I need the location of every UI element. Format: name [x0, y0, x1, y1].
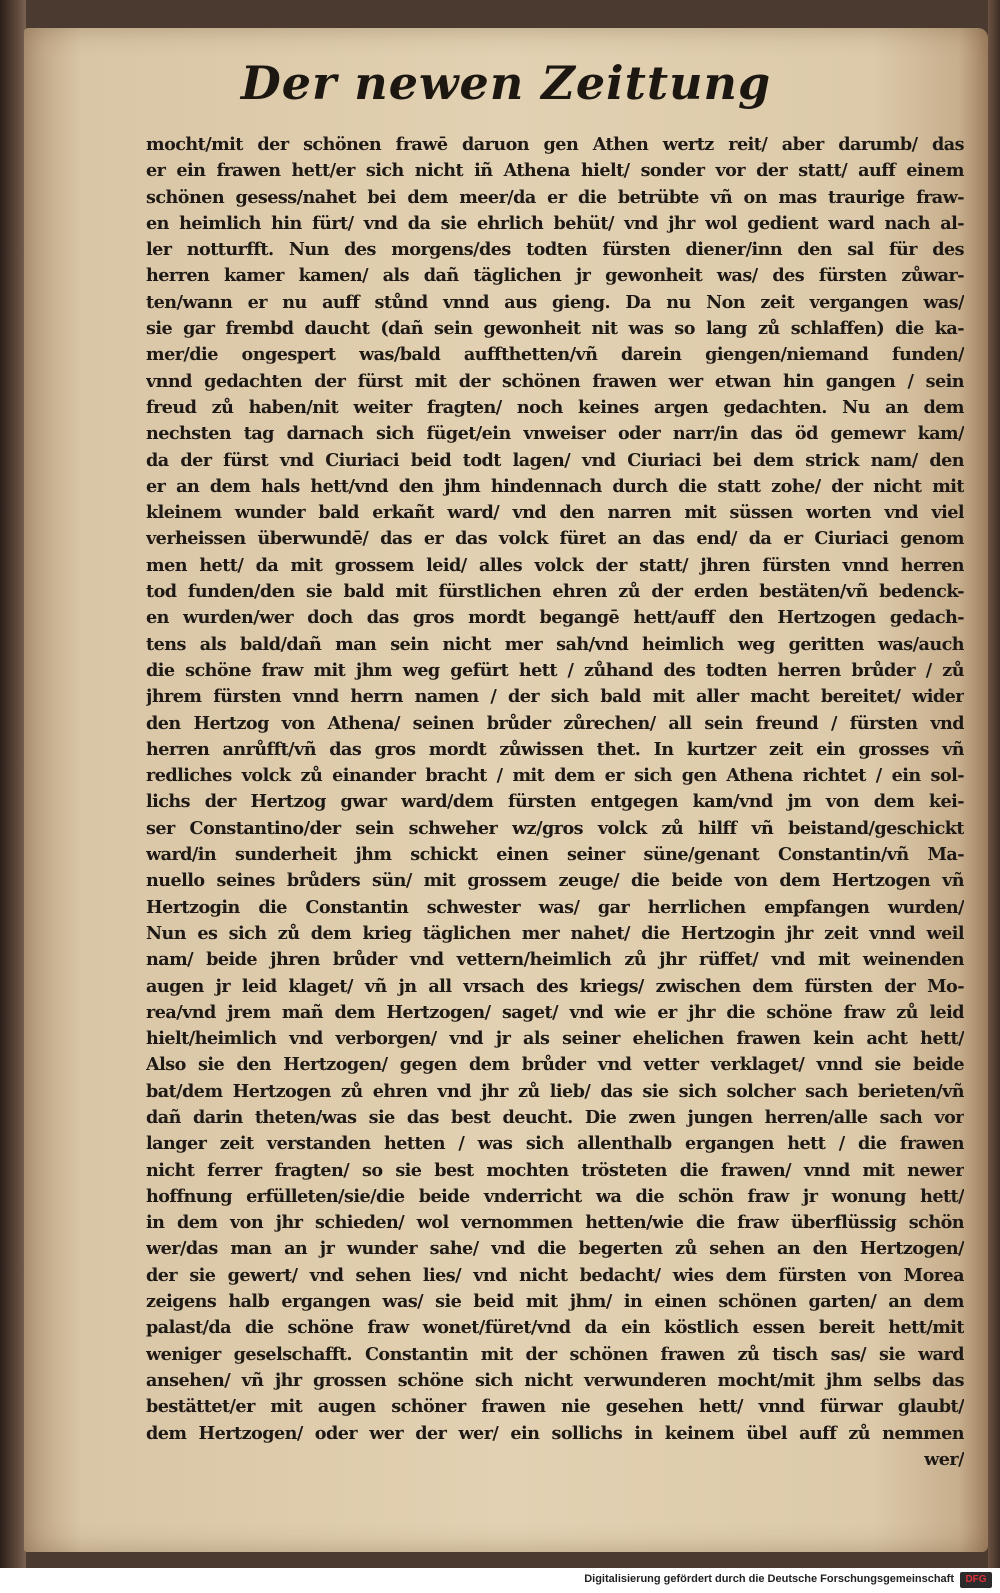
text-line: langer zeit verstanden hetten / was sich allenthalb ergangen hett / die frawen [146, 1133, 964, 1155]
footer-bar [0, 1568, 1000, 1593]
text-line: mer/die ongespert was/bald auffthetten/vñ darein giengen/niemand funden/ [146, 344, 964, 366]
text-line: der sie gewert/ vnd sehen lies/ vnd nicht bedacht/ wies dem fürsten von Morea [146, 1264, 964, 1286]
text-line: die schöne fraw mit jhm weg gefürt hett / zůhand des todten herren brůder / zů [146, 659, 964, 681]
text-line: vnnd gedachten der fürst mit der schönen frawen wer etwan hin gangen / sein [146, 370, 964, 392]
page-fore-edge [988, 0, 1000, 1568]
paper-page [24, 28, 988, 1552]
text-line: rea/vnd jrem mañ dem Hertzogen/ saget/ vnd wie er jhr die schöne fraw zů leid [146, 1001, 964, 1023]
text-line: freud zů haben/nit weiter fragten/ noch keines argen gedachten. Nu an dem [146, 396, 964, 418]
text-line: tod funden/den sie bald mit fürstlichen ehren zů der erden bestäten/vñ bedenck- [146, 581, 964, 603]
text-line: nicht ferrer fragten/ so sie best mochten trösteten die frawen/ vnnd mit newer [146, 1159, 964, 1181]
text-line: Nun es sich zů dem krieg täglichen mer nahet/ die Hertzogin jhr zeit vnnd weil [146, 922, 964, 944]
text-line: herren kamer kamen/ als dañ täglichen jr gewonheit was/ des fürsten zůwar- [146, 265, 964, 287]
text-line: hielt/heimlich vnd verborgen/ vnd jr als seiner ehelichen frawen kein acht hett/ [146, 1028, 964, 1050]
text-line: ten/wann er nu auff stůnd vnnd aus gieng. Da nu Non zeit vergangen was/ [146, 291, 964, 313]
footer-credit: Digitalisierung gefördert durch die Deutsche Forschungsgemeinschaft [584, 1573, 954, 1585]
text-line: nam/ beide jhren brůder vnd vettern/heimlich zů jhr rüffet/ vnd mit weinenden [146, 949, 964, 971]
text-line: verheissen überwundē/ das er das volck füret an das end/ da er Ciuriaci genom [146, 528, 964, 550]
text-line: redliches volck zů einander bracht / mit dem er sich gen Athena richtet / ein sol- [146, 765, 964, 787]
text-line: herren anrůfft/vñ das gros mordt zůwissen thet. In kurtzer zeit ein grosses vñ [146, 738, 964, 760]
text-line: schönen gesess/nahet bei dem meer/da er die betrübte vñ on mas traurige fraw- [146, 186, 964, 208]
text-line: nuello seines brůders sün/ mit grossem zeuge/ die beide von dem Hertzogen vñ [146, 870, 964, 892]
text-line: den Hertzog von Athena/ seinen brůder zůrechen/ all sein freund / fürsten vnd [146, 712, 964, 734]
text-line: bestättet/er mit augen schöner frawen nie gesehen hett/ vnnd fürwar glaubt/ [146, 1396, 964, 1418]
text-line: dem Hertzogen/ oder wer der wer/ ein sollichs in keinem übel auff zů nemmen [146, 1422, 964, 1444]
text-line: men hett/ da mit grossem leid/ alles volck der statt/ jhren fürsten vnnd herren [146, 554, 964, 576]
dfg-logo [960, 1572, 992, 1588]
text-line: kleinem wunder bald erkañt ward/ vnd den narren mit süssen worten vnd viel [146, 502, 964, 524]
text-line: jhrem fürsten vnnd herrn namen / der sich bald mit aller macht bereitet/ wider [146, 686, 964, 708]
text-line: wer/das man an jr wunder sahe/ vnd die begerten zů sehen an den Hertzogen/ [146, 1238, 964, 1260]
text-line: wer/ [924, 1448, 964, 1470]
text-line: tens als bald/dañ man sein nicht mer sah/vnd heimlich weg geritten was/auch [146, 633, 964, 655]
text-line: Also sie den Hertzogen/ gegen dem brůder vnd vetter verklaget/ vnnd sie beide [146, 1054, 964, 1076]
running-head: Der newen Zeittung [240, 56, 772, 110]
text-line: dañ darin theten/was sie das best deucht. Die zwen jungen herren/alle sach vor [146, 1106, 964, 1128]
dfg-logo-text: DFG [965, 1574, 987, 1585]
text-line: palast/da die schöne fraw wonet/füret/vnd da ein köstlich essen bereit hett/mit [146, 1317, 964, 1339]
text-line: er an dem hals hett/vnd den jhm hindennach durch die statt zohe/ der nicht mit [146, 475, 964, 497]
text-line: Hertzogin die Constantin schwester was/ gar herrlichen empfangen wurden/ [146, 896, 964, 918]
text-line: zeigens halb ergangen was/ sie beid mit jhm/ in einen schönen garten/ an dem [146, 1291, 964, 1313]
text-line: weniger geselschafft. Constantin mit der schönen frawen zů tisch sas/ sie ward [146, 1343, 964, 1365]
text-line: lichs der Hertzog gwar ward/dem fürsten entgegen kam/vnd jm von dem kei- [146, 791, 964, 813]
text-line: da der fürst vnd Ciuriaci beid todt lagen/ vnd Ciuriaci bei dem strick nam/ den [146, 449, 964, 471]
text-line: sie gar frembd daucht (dañ sein gewonheit nit was so lang zů schlaffen) die ka- [146, 318, 964, 340]
text-line: bat/dem Hertzogen zů ehren vnd jhr zů lieb/ das sie sich solcher sach berieten/vñ [146, 1080, 964, 1102]
body-text [146, 132, 964, 1473]
text-line: mocht/mit der schönen frawē daruon gen Athen wertz reit/ aber darumb/ das [146, 134, 964, 155]
text-line: en heimlich hin fürt/ vnd da sie ehrlich behüt/ vnd jhr wol gedient ward nach al- [146, 212, 964, 234]
text-line: nechsten tag darnach sich füget/ein vnweiser oder narr/in das öd gemewr kam/ [146, 423, 964, 445]
text-line: ward/in sunderheit jhm schickt einen seiner süne/genant Constantin/vñ Ma- [146, 844, 964, 866]
text-line: in dem von jhr schieden/ wol vernommen hetten/wie die fraw überflüssig schön [146, 1212, 964, 1234]
text-line: er ein frawen hett/er sich nicht iñ Athena hielt/ sonder vor der statt/ auff einem [146, 160, 964, 182]
text-line: hoffnung erfülleten/sie/die beide vnderricht wa die schön fraw jr wonung hett/ [146, 1185, 964, 1207]
text-line: en wurden/wer doch das gros mordt begangē hett/auff den Hertzogen gedach- [146, 607, 964, 629]
text-line: ansehen/ vñ jhr grossen schöne sich nicht verwunderen mocht/mit jhm selbs das [146, 1369, 964, 1391]
book-binding [0, 0, 26, 1568]
text-line: augen jr leid klaget/ vñ jn all vrsach des kriegs/ zwischen dem fürsten der Mo- [146, 975, 964, 997]
text-line: ler notturfft. Nun des morgens/des todten fürsten diener/inn den sal für des [146, 239, 964, 261]
text-line: ser Constantino/der sein schweher wz/gros volck zů hilff vñ beistand/geschickt [146, 817, 964, 839]
